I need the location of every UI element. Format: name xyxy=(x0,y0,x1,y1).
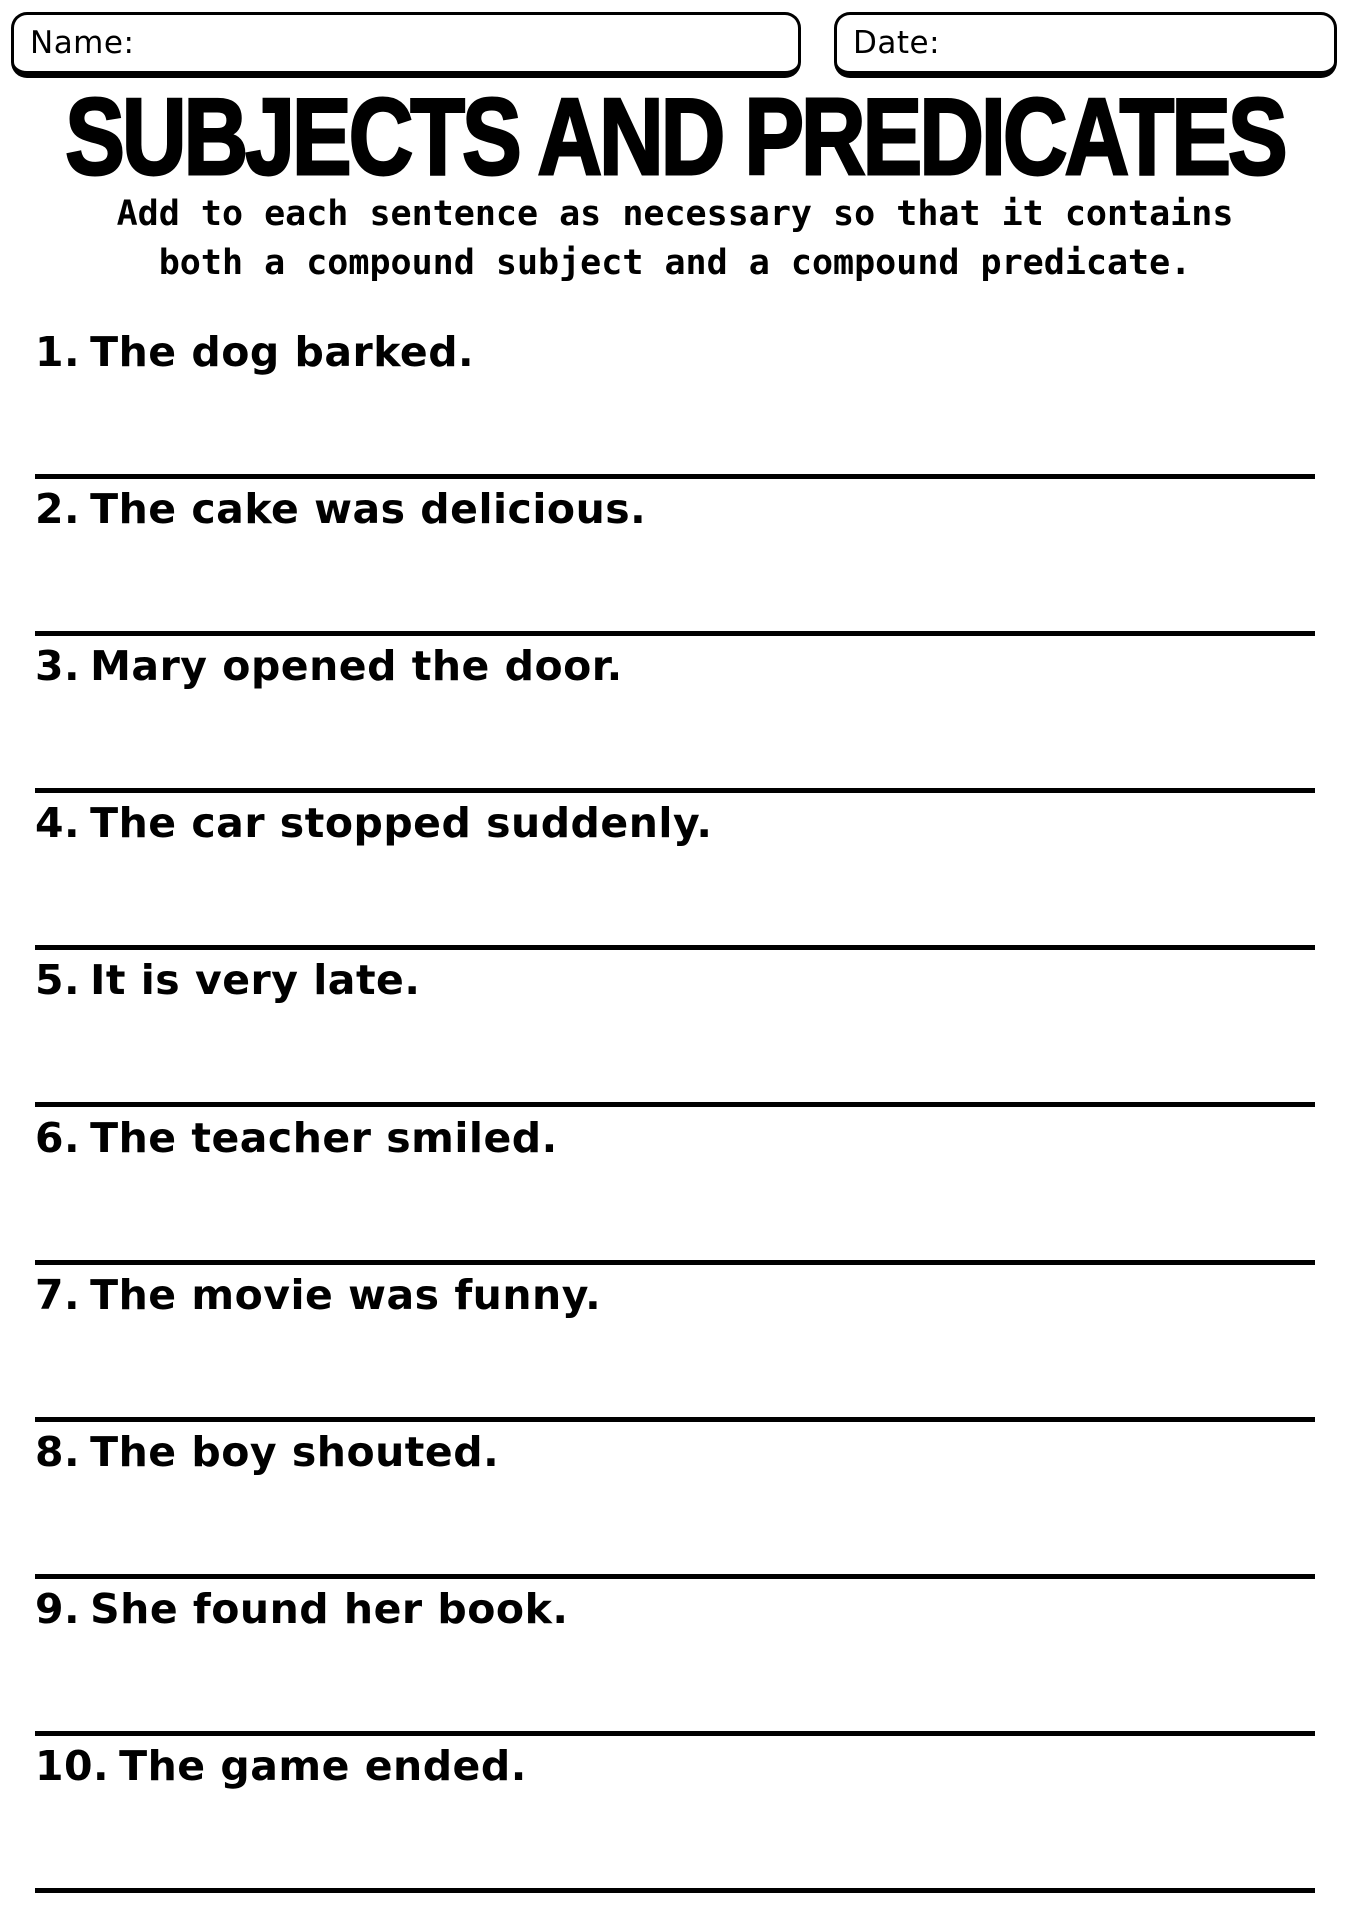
answer-blank-line[interactable] xyxy=(35,474,1315,479)
worksheet-item-row xyxy=(35,956,1315,1110)
worksheet-item-row xyxy=(35,642,1315,796)
item-sentence xyxy=(35,1585,1315,1633)
item-number: 8. xyxy=(35,1428,81,1476)
instructions-line-1: Add to each sentence as necessary so that it contains xyxy=(116,194,1234,234)
item-text: The cake was delicious. xyxy=(90,485,647,533)
worksheet-item-row xyxy=(35,1428,1315,1582)
worksheet-item-row xyxy=(35,1585,1315,1739)
answer-blank-line[interactable] xyxy=(35,1417,1315,1422)
item-text: The game ended. xyxy=(119,1742,527,1790)
answer-blank-line[interactable] xyxy=(35,1574,1315,1579)
worksheet-item-row xyxy=(35,1114,1315,1268)
worksheet-item-row xyxy=(35,799,1315,953)
item-number: 7. xyxy=(35,1271,81,1319)
worksheet-item-row xyxy=(35,1742,1315,1896)
page-title: SUBJECTS AND PREDICATES xyxy=(65,75,1285,197)
item-sentence xyxy=(35,1114,1315,1162)
item-text: The car stopped suddenly. xyxy=(90,799,713,847)
item-sentence xyxy=(35,485,1315,533)
item-sentence xyxy=(35,642,1315,690)
instructions-line-2: both a compound subject and a compound predicate. xyxy=(158,243,1192,283)
worksheet-item-row xyxy=(35,328,1315,482)
item-sentence xyxy=(35,328,1315,376)
answer-blank-line[interactable] xyxy=(35,788,1315,793)
item-text: Mary opened the door. xyxy=(90,642,623,690)
item-number: 10. xyxy=(35,1742,110,1790)
answer-blank-line[interactable] xyxy=(35,1260,1315,1265)
answer-blank-line[interactable] xyxy=(35,945,1315,950)
item-text: It is very late. xyxy=(90,956,421,1004)
item-text: The boy shouted. xyxy=(90,1428,500,1476)
item-number: 6. xyxy=(35,1114,81,1162)
item-text: The teacher smiled. xyxy=(90,1114,558,1162)
worksheet-item-row xyxy=(35,1271,1315,1425)
item-number: 9. xyxy=(35,1585,81,1633)
item-number: 3. xyxy=(35,642,81,690)
item-sentence xyxy=(35,1428,1315,1476)
item-number: 4. xyxy=(35,799,81,847)
item-sentence xyxy=(35,1271,1315,1319)
item-sentence xyxy=(35,1742,1315,1790)
answer-blank-line[interactable] xyxy=(35,631,1315,636)
answer-blank-line[interactable] xyxy=(35,1731,1315,1736)
item-number: 5. xyxy=(35,956,81,1004)
item-text: The dog barked. xyxy=(90,328,475,376)
worksheet-item-row xyxy=(35,485,1315,639)
item-number: 2. xyxy=(35,485,81,533)
item-text: She found her book. xyxy=(90,1585,569,1633)
answer-blank-line[interactable] xyxy=(35,1888,1315,1893)
item-sentence xyxy=(35,956,1315,1004)
date-label: Date: xyxy=(853,25,941,61)
item-sentence xyxy=(35,799,1315,847)
answer-blank-line[interactable] xyxy=(35,1102,1315,1107)
item-number: 1. xyxy=(35,328,81,376)
name-label: Name: xyxy=(30,25,135,61)
item-text: The movie was funny. xyxy=(90,1271,602,1319)
